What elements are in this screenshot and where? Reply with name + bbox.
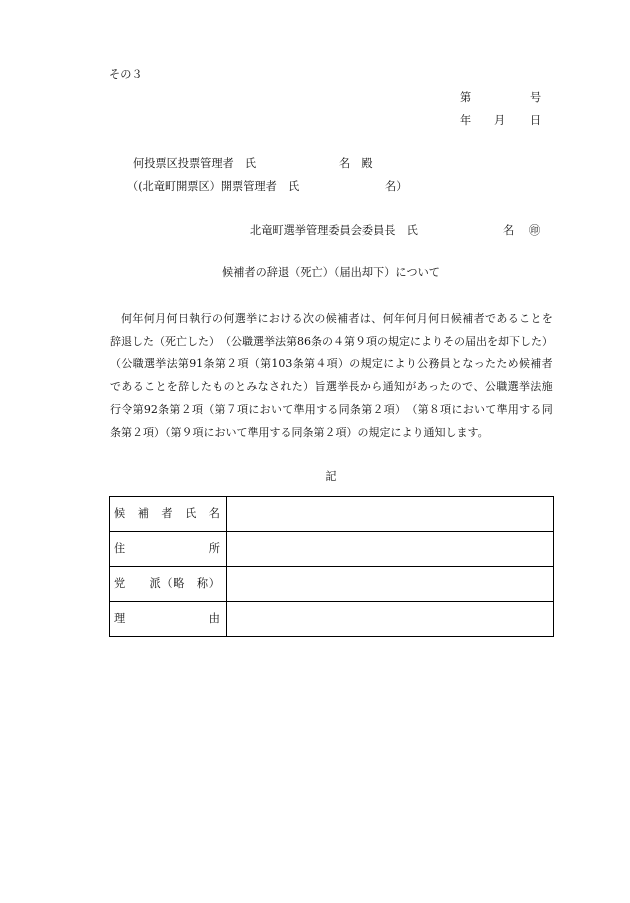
table-row [110, 531, 553, 566]
text-fragment: あ [496, 312, 508, 325]
text-fragment: 規 [388, 335, 399, 348]
text-fragment: 旨 [314, 380, 326, 393]
text-fragment: 補 [462, 312, 474, 325]
text-fragment: 出 [476, 335, 487, 348]
text-fragment: 第 [169, 403, 181, 416]
text-fragment: の [454, 335, 465, 348]
addressee-title: （(北竜町開票区）開票管理者 氏 [127, 180, 300, 193]
text-fragment: 選 [234, 312, 246, 325]
candidate-table [109, 496, 554, 637]
party-value [227, 567, 553, 601]
text-fragment: 準 [496, 403, 508, 416]
text-fragment [141, 612, 152, 626]
text-fragment: が [405, 380, 417, 393]
text-fragment: と [234, 380, 246, 393]
text-fragment: 挙 [518, 380, 530, 393]
text-fragment: に [383, 357, 395, 370]
text-fragment: 候 [518, 357, 530, 370]
text-fragment: 略 [173, 577, 185, 590]
text-fragment: 下 [509, 335, 520, 348]
text-fragment: （ [248, 357, 260, 370]
text-fragment: 称 [196, 577, 209, 590]
text-fragment: こ [144, 380, 156, 393]
text-fragment: 何 [166, 312, 178, 325]
text-fragment: る [507, 312, 519, 325]
text-fragment: 用 [304, 403, 316, 416]
form-label: その３ [109, 68, 143, 81]
text-fragment: 何 [121, 312, 132, 325]
text-fragment: た [531, 335, 542, 348]
text-fragment: り [405, 357, 417, 370]
text-fragment: ４ [333, 335, 344, 348]
text-fragment: 第 [260, 357, 272, 370]
text-fragment: 職 [132, 357, 144, 370]
text-fragment: 者 [161, 507, 173, 520]
text-fragment: 選 [507, 380, 519, 393]
text-fragment: に [451, 403, 463, 416]
text-fragment [168, 542, 179, 556]
text-fragment: ８ [428, 403, 440, 416]
text-fragment: の [322, 335, 333, 348]
text-fragment: 条 [311, 335, 322, 348]
text-fragment: 第 [286, 335, 297, 348]
candidate-name-label [114, 507, 220, 521]
text-fragment [185, 577, 196, 591]
text-fragment: 条 [203, 357, 215, 370]
text-fragment [155, 612, 166, 626]
text-fragment: 第 [214, 357, 226, 370]
text-fragment: （ [110, 357, 121, 370]
sender-title: 北竜町選挙管理委員会委員長 氏 [250, 224, 418, 237]
body-line [110, 380, 553, 394]
address-label [114, 542, 220, 556]
text-fragment: た [496, 357, 508, 370]
text-fragment: 92 [143, 403, 158, 416]
text-fragment: の [349, 357, 361, 370]
text-fragment: か [359, 380, 371, 393]
text-fragment [155, 542, 166, 556]
addressee-name-tail: 名 殿 [339, 157, 373, 170]
date-day: 日 [530, 114, 542, 127]
text-fragment: 法 [166, 357, 178, 370]
reason-label [114, 612, 220, 626]
table-row [110, 497, 553, 531]
text-fragment: 退 [121, 335, 132, 348]
body-line [110, 335, 553, 349]
text-fragment: ） [209, 335, 220, 348]
text-fragment: 何 [223, 312, 235, 325]
text-fragment: ９ [355, 335, 366, 348]
text-fragment: 住 [114, 542, 126, 555]
text-fragment: よ [421, 335, 432, 348]
text-fragment: 条 [158, 403, 170, 416]
text-fragment [173, 507, 184, 521]
text-fragment: 項 [237, 403, 249, 416]
reason-value [227, 602, 553, 636]
text-fragment [197, 507, 208, 521]
text-fragment: 公 [121, 357, 133, 370]
text-fragment: 名 [208, 507, 220, 520]
text-fragment: あ [121, 380, 133, 393]
text-fragment: 選 [253, 335, 264, 348]
text-fragment: と [530, 312, 542, 325]
text-fragment: 条 [292, 357, 304, 370]
text-fragment: 103 [271, 357, 293, 370]
text-fragment: た [439, 380, 451, 393]
text-fragment: 却 [498, 335, 509, 348]
text-fragment [128, 612, 139, 626]
text-fragment: 候 [450, 312, 462, 325]
text-fragment: 第 [214, 403, 226, 416]
text-fragment: 挙 [155, 357, 167, 370]
text-fragment: 氏 [185, 507, 197, 520]
text-fragment: 第 [177, 357, 189, 370]
subject-title: 候補者の辞退（死亡）（届出却下）について [222, 266, 440, 279]
text-fragment: け [280, 312, 292, 325]
text-fragment: 何 [143, 312, 155, 325]
text-fragment: 派 [149, 577, 161, 590]
text-fragment: 所 [208, 542, 220, 555]
text-fragment: 、 [371, 312, 383, 325]
text-fragment: を [166, 380, 178, 393]
text-fragment: 次 [303, 312, 314, 325]
text-fragment: 月 [155, 312, 167, 325]
text-fragment: 86 [297, 335, 311, 348]
text-fragment: を [541, 312, 553, 325]
text-fragment: 通 [382, 380, 394, 393]
text-fragment: と [155, 380, 167, 393]
date-year: 年 [460, 114, 472, 127]
text-fragment: ） [303, 380, 315, 393]
text-fragment: そ [443, 335, 454, 348]
text-fragment: （ [406, 403, 418, 416]
text-fragment: 選 [325, 380, 337, 393]
body-line [110, 403, 553, 417]
text-fragment: ２ [372, 403, 384, 416]
text-fragment: で [462, 380, 474, 393]
text-fragment: 職 [496, 380, 508, 393]
addressee-title: 何投票区投票管理者 氏 [133, 157, 257, 170]
text-fragment: し [189, 380, 201, 393]
text-fragment: ） [542, 335, 553, 348]
text-fragment: に [248, 403, 260, 416]
text-fragment: 理 [114, 612, 126, 625]
text-fragment: あ [416, 380, 428, 393]
text-fragment: 準 [293, 403, 305, 416]
text-fragment: 月 [416, 312, 428, 325]
address-value [227, 532, 553, 566]
text-fragment: （ [220, 335, 231, 348]
text-fragment: に [257, 312, 269, 325]
text-fragment: と [451, 357, 463, 370]
text-fragment [195, 612, 206, 626]
text-fragment [128, 542, 139, 556]
text-fragment [182, 612, 193, 626]
text-fragment: お [259, 403, 271, 416]
text-fragment: 同 [541, 403, 553, 416]
text-fragment: 由 [208, 612, 220, 625]
text-fragment: よ [394, 357, 406, 370]
text-fragment: 項 [440, 403, 452, 416]
addressee-name-tail: 名） [385, 180, 408, 193]
body-line: 条第２項）（第９項において準用する同条第２項）の規定により通知します。 [110, 426, 489, 439]
text-fragment: 辞 [110, 335, 121, 348]
text-fragment: 項 [237, 357, 249, 370]
text-fragment: す [316, 403, 328, 416]
text-fragment: 挙 [337, 380, 349, 393]
party-label [114, 577, 220, 591]
text-fragment: 党 [114, 577, 126, 590]
table-row [110, 566, 553, 601]
text-fragment: ４ [315, 357, 327, 370]
text-fragment: お [268, 312, 280, 325]
text-fragment: 項 [326, 357, 338, 370]
text-fragment: 年 [394, 312, 405, 325]
table-label-cell [110, 567, 227, 601]
number-prefix: 第 [460, 91, 472, 104]
text-fragment: ） [337, 357, 349, 370]
text-fragment: 同 [338, 403, 350, 416]
text-fragment: 行 [110, 403, 121, 416]
text-fragment: 挙 [246, 312, 258, 325]
text-fragment: た [291, 380, 303, 393]
text-fragment: 法 [275, 335, 286, 348]
text-fragment: 項 [366, 335, 377, 348]
text-fragment: は [359, 312, 371, 325]
text-fragment [150, 507, 161, 521]
text-fragment: さ [269, 380, 281, 393]
text-fragment: で [110, 380, 121, 393]
text-fragment: な [462, 357, 474, 370]
text-fragment: 規 [360, 357, 372, 370]
text-fragment: 令 [121, 403, 133, 416]
body-line [110, 357, 553, 371]
text-fragment: 辞 [178, 380, 190, 393]
text-fragment: す [519, 403, 531, 416]
text-fragment: こ [519, 312, 531, 325]
text-fragment: っ [428, 380, 440, 393]
text-fragment: 行 [200, 312, 212, 325]
text-fragment: 用 [507, 403, 519, 416]
text-fragment: 第 [132, 403, 144, 416]
text-fragment: （ [203, 403, 215, 416]
text-fragment: て [282, 403, 294, 416]
text-fragment [141, 542, 152, 556]
text-fragment: た [200, 380, 212, 393]
text-fragment: （ [154, 335, 165, 348]
table-label-cell [110, 602, 227, 636]
text-fragment: 亡 [176, 335, 187, 348]
text-fragment: 者 [348, 312, 360, 325]
text-fragment: 知 [393, 380, 405, 393]
text-fragment: の [450, 380, 462, 393]
text-fragment: の [377, 335, 388, 348]
text-fragment: い [270, 403, 282, 416]
text-fragment: 第 [417, 403, 429, 416]
text-fragment: 者 [473, 312, 485, 325]
text-fragment: 候 [325, 312, 337, 325]
text-fragment: の [223, 380, 235, 393]
text-fragment: も [212, 380, 224, 393]
text-fragment: ） [395, 403, 407, 416]
text-fragment: 日 [439, 312, 451, 325]
sender-name-label: 名 [503, 224, 515, 237]
text-fragment: 項 [383, 403, 395, 416]
text-fragment: 年 [132, 312, 144, 325]
text-fragment: た [143, 335, 154, 348]
text-fragment: 者 [541, 357, 553, 370]
text-fragment: 補 [137, 507, 149, 520]
text-fragment: 補 [337, 312, 349, 325]
text-fragment: 施 [541, 380, 553, 393]
text-fragment: ２ [226, 357, 238, 370]
text-fragment: 何 [382, 312, 394, 325]
text-fragment [195, 542, 206, 556]
table-row [110, 601, 553, 636]
text-fragment: の [314, 312, 326, 325]
text-fragment: ） [208, 577, 220, 590]
text-fragment: 第 [304, 357, 315, 370]
text-fragment: （ [161, 577, 173, 590]
text-fragment: 法 [530, 380, 542, 393]
text-fragment: 公 [231, 335, 242, 348]
text-fragment: 公 [484, 380, 496, 393]
text-fragment: て [485, 403, 497, 416]
text-fragment: お [462, 403, 474, 416]
text-fragment: 職 [242, 335, 253, 348]
text-fragment: 、 [473, 380, 485, 393]
table-label-cell [110, 497, 227, 531]
text-fragment: 何 [428, 312, 440, 325]
text-fragment: を [487, 335, 498, 348]
text-fragment: た [485, 357, 496, 370]
text-fragment: 補 [530, 357, 542, 370]
text-fragment: 執 [189, 312, 201, 325]
text-fragment: 届 [465, 335, 476, 348]
text-fragment [126, 577, 137, 591]
text-fragment: み [246, 380, 258, 393]
text-fragment: 死 [165, 335, 176, 348]
text-fragment: ２ [180, 403, 192, 416]
text-fragment: 日 [177, 312, 189, 325]
text-fragment [126, 507, 137, 521]
text-fragment: し [132, 335, 143, 348]
text-fragment: の [212, 312, 223, 325]
text-fragment: 第 [361, 403, 373, 416]
text-fragment [168, 612, 179, 626]
text-fragment: っ [473, 357, 485, 370]
text-fragment [182, 542, 193, 556]
text-fragment: る [132, 380, 144, 393]
body-line [121, 312, 553, 326]
text-fragment: し [520, 335, 531, 348]
seal-mark: ㊞ [529, 224, 541, 237]
text-fragment: 項 [191, 403, 203, 416]
text-fragment: る [327, 403, 339, 416]
text-fragment [138, 577, 149, 591]
text-fragment: 何 [405, 312, 417, 325]
table-label-cell [110, 532, 227, 566]
text-fragment: し [187, 335, 198, 348]
text-fragment: ら [371, 380, 383, 393]
text-fragment: 務 [428, 357, 440, 370]
text-fragment: る [530, 403, 542, 416]
note-heading: 記 [325, 470, 337, 483]
text-fragment: 選 [143, 357, 155, 370]
text-fragment: 長 [348, 380, 360, 393]
text-fragment: 定 [371, 357, 383, 370]
text-fragment: 第 [344, 335, 355, 348]
text-fragment: い [474, 403, 485, 416]
text-fragment: 候 [114, 507, 126, 520]
text-fragment: れ [280, 380, 292, 393]
candidate-name-value [227, 497, 553, 531]
number-suffix: 号 [530, 91, 542, 104]
text-fragment: な [257, 380, 269, 393]
text-fragment: め [507, 357, 519, 370]
date-month: 月 [494, 114, 506, 127]
text-fragment: た [198, 335, 209, 348]
text-fragment: 員 [439, 357, 451, 370]
text-fragment: 条 [349, 403, 361, 416]
text-fragment: 公 [417, 357, 429, 370]
text-fragment: 定 [399, 335, 410, 348]
text-fragment: ７ [225, 403, 237, 416]
text-fragment: で [485, 312, 496, 325]
text-fragment: 挙 [264, 335, 275, 348]
text-fragment: り [432, 335, 443, 348]
text-fragment: 91 [189, 357, 204, 370]
text-fragment: に [410, 335, 421, 348]
text-fragment: る [291, 312, 303, 325]
